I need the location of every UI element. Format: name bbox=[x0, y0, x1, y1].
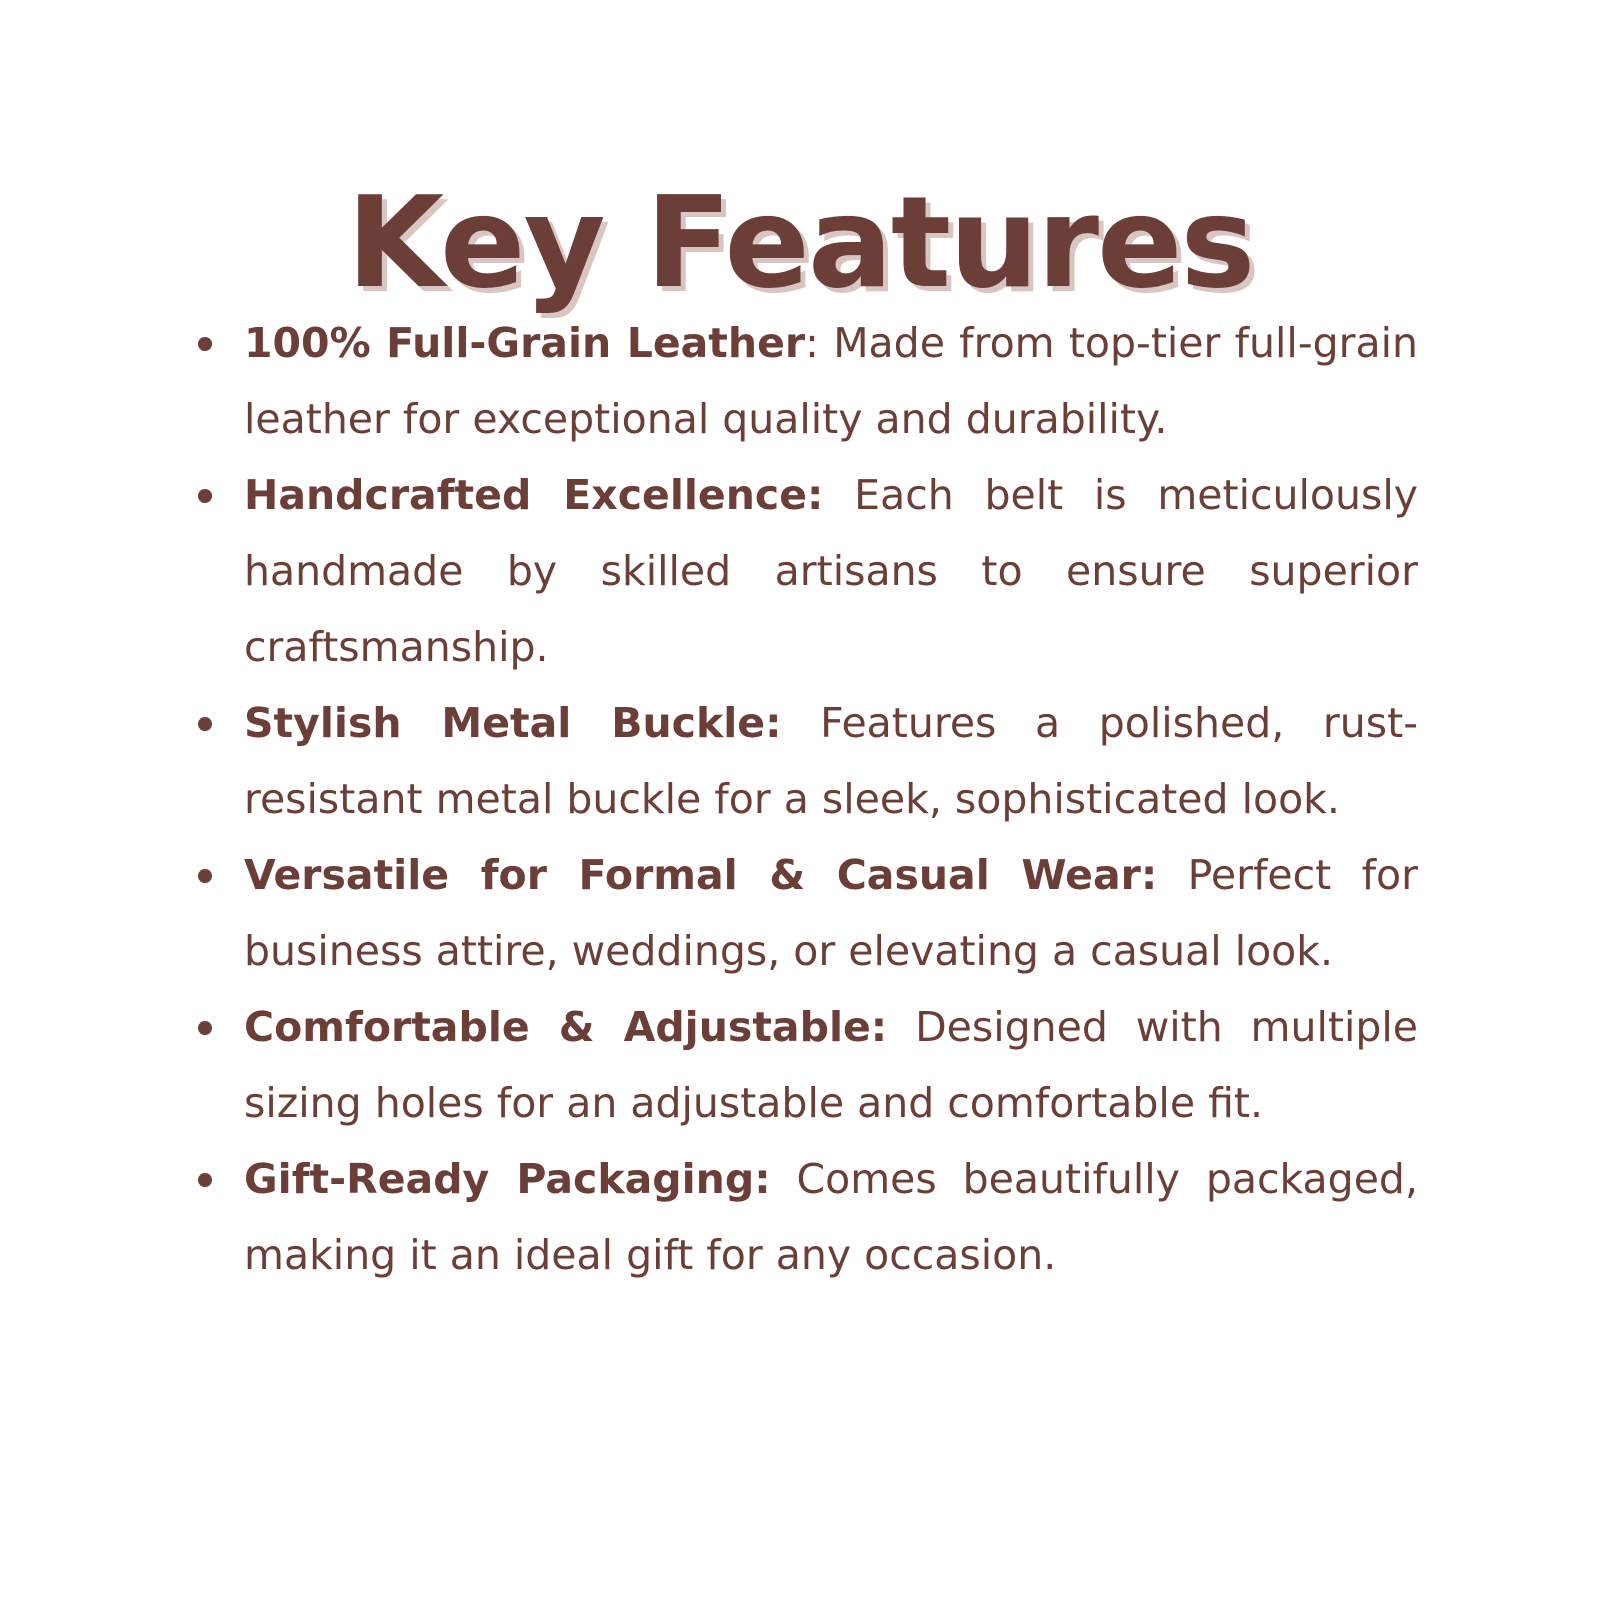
feature-name: Handcrafted Excellence: bbox=[244, 471, 824, 519]
feature-name: 100% Full-Grain Leather bbox=[244, 319, 806, 367]
feature-description: Comes beautifully packaged, making it an ideal gift for any occasion. bbox=[244, 1155, 1418, 1279]
feature-name: Versatile for Formal & Casual Wear: bbox=[244, 851, 1158, 899]
feature-name: Gift-Ready Packaging: bbox=[244, 1155, 771, 1203]
feature-description: Perfect for business attire, weddings, or elevating a casual look. bbox=[244, 851, 1418, 975]
feature-separator bbox=[823, 471, 854, 519]
feature-separator bbox=[781, 699, 820, 747]
feature-separator bbox=[1157, 851, 1187, 899]
feature-separator bbox=[771, 1155, 797, 1203]
bullet-icon bbox=[198, 869, 212, 883]
feature-item-handcrafted-excellence bbox=[198, 457, 1418, 685]
bullet-icon bbox=[198, 489, 212, 503]
feature-description: Designed with multiple sizing holes for an adjustable and comfortable fit. bbox=[244, 1003, 1418, 1127]
feature-name: Stylish Metal Buckle: bbox=[244, 699, 782, 747]
feature-description: Made from top-tier full-grain leather for exceptional quality and durability. bbox=[244, 319, 1418, 443]
feature-item-full-grain-leather bbox=[198, 305, 1418, 457]
feature-description: Features a polished, rust-resistant metal buckle for a sleek, sophisticated look. bbox=[244, 699, 1418, 823]
bullet-icon bbox=[198, 337, 212, 351]
feature-name: Comfortable & Adjustable: bbox=[244, 1003, 888, 1051]
feature-item-stylish-metal-buckle bbox=[198, 685, 1418, 837]
bullet-icon bbox=[198, 1021, 212, 1035]
feature-item-versatile-wear bbox=[198, 837, 1418, 989]
bullet-icon bbox=[198, 1173, 212, 1187]
features-list bbox=[198, 305, 1418, 1293]
feature-description: Each belt is meticulously handmade by skilled artisans to ensure superior craftsmanship. bbox=[244, 471, 1418, 671]
feature-separator: : bbox=[805, 319, 834, 367]
feature-separator bbox=[887, 1003, 915, 1051]
feature-item-comfortable-adjustable bbox=[198, 989, 1418, 1141]
feature-item-gift-ready-packaging bbox=[198, 1141, 1418, 1293]
bullet-icon bbox=[198, 717, 212, 731]
page-title: Key Features bbox=[346, 169, 1254, 316]
